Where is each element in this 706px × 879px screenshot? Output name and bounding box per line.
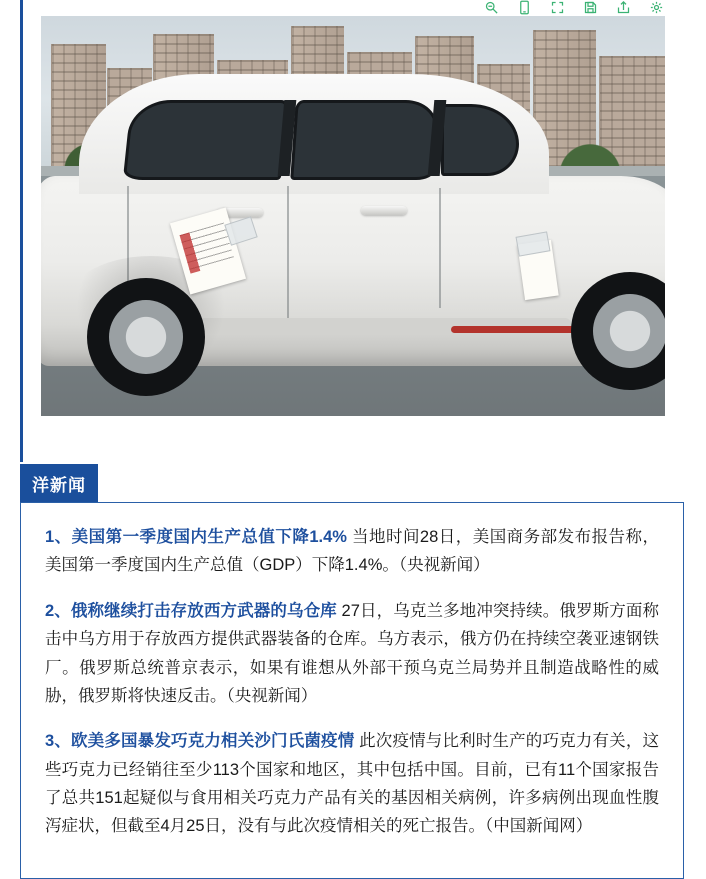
section-label: 洋新闻	[20, 464, 98, 502]
mobile-preview-icon[interactable]	[517, 0, 532, 15]
car-door-seam	[439, 188, 441, 308]
news-item[interactable]	[45, 597, 659, 711]
news-item[interactable]	[45, 727, 659, 841]
car-rear-window	[290, 100, 440, 180]
car-front-wheel	[87, 278, 205, 396]
news-item[interactable]	[45, 523, 659, 580]
news-item-body: 当地时间28日，美国商务部发布报告称，美国第一季度国内生产总值（GDP）下降1.4%。（央视新闻）	[45, 528, 660, 575]
news-item-headline: 3、欧美多国暴发巧克力相关沙门氏菌疫情	[45, 732, 355, 751]
news-list	[21, 503, 683, 841]
fullscreen-icon[interactable]	[550, 0, 565, 15]
news-card	[20, 502, 684, 879]
editor-toolbar[interactable]	[484, 0, 664, 14]
photo-car	[41, 56, 665, 386]
news-item-headline: 1、美国第一季度国内生产总值下降1.4%	[45, 528, 347, 546]
news-item-body: 27日，乌克兰多地冲突持续。俄罗斯方面称击中乌方用于存放西方提供武器装备的仓库。乌方表示，俄方仍在持续空袭亚速钢铁厂。俄罗斯总统普京表示，如果有谁想从外部干预乌克兰局势并且制造战略性的威胁，俄罗斯将快速反击。（央视新闻）	[45, 601, 659, 705]
zoom-out-icon[interactable]	[484, 0, 499, 15]
news-item-headline: 2、俄称继续打击存放西方武器的乌仓库	[45, 601, 337, 620]
car-front-window	[123, 100, 289, 180]
car-door-seam	[287, 186, 289, 326]
photo-canvas	[41, 16, 665, 416]
gear-icon[interactable]	[649, 0, 664, 15]
news-item-body: 此次疫情与比利时生产的巧克力有关，这些巧克力已经销往至少113个国家和地区，其中包括中国。目前，已有11个国家报告了总共151起疑似与食用相关巧克力产品有关的基因相关病例，许多病例出现血性腹泻症状，但截至4月25日，没有与此次疫情相关的死亡报告。（中国新闻网）	[45, 732, 659, 836]
save-icon[interactable]	[583, 0, 598, 15]
car-door-handle	[361, 206, 407, 215]
left-accent-rule	[20, 0, 23, 462]
article-photo[interactable]	[41, 16, 665, 416]
share-icon[interactable]	[616, 0, 631, 15]
